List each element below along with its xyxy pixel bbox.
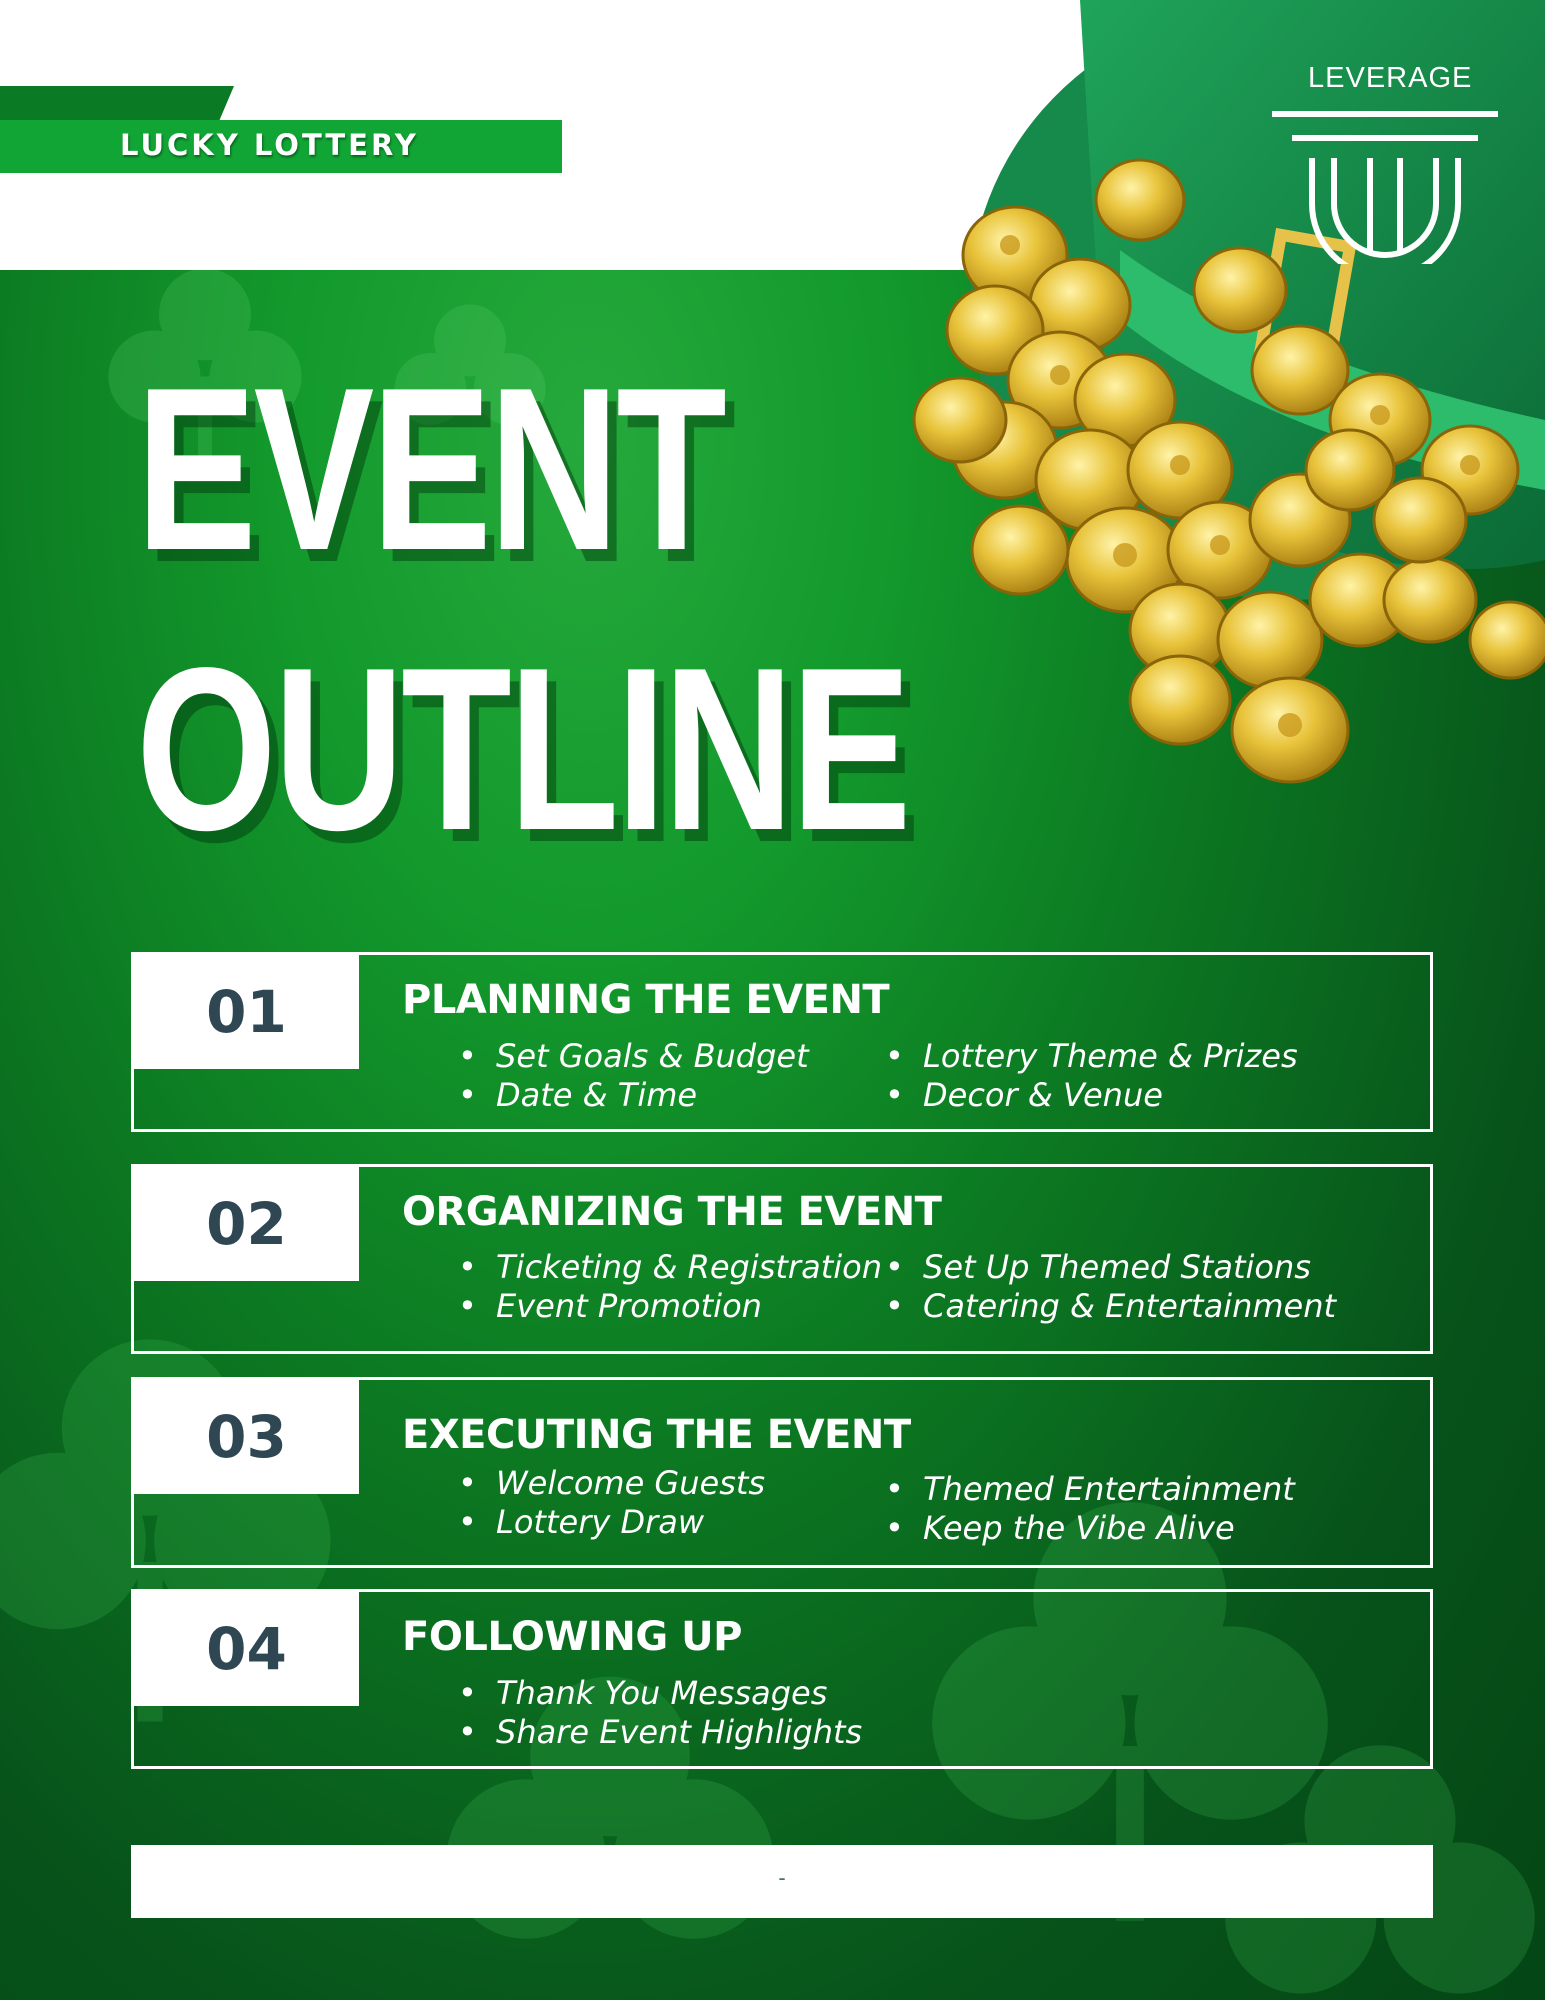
logo-text: LEVERAGE	[1308, 62, 1473, 94]
list-item: • Event Promotion	[496, 1287, 762, 1325]
section-following-up	[131, 1589, 1433, 1769]
list-item: • Ticketing & Registration	[496, 1248, 882, 1286]
list-item: • Set Goals & Budget	[496, 1037, 809, 1075]
section-number: 02	[134, 1167, 359, 1281]
list-item: • Themed Entertainment	[923, 1470, 1295, 1508]
list-item: • Decor & Venue	[923, 1076, 1163, 1114]
leverage-logo-icon	[1272, 104, 1498, 264]
list-item: • Catering & Entertainment	[923, 1287, 1336, 1325]
list-item: • Lottery Theme & Prizes	[923, 1037, 1298, 1075]
list-item: • Set Up Themed Stations	[923, 1248, 1311, 1286]
list-item: • Welcome Guests	[496, 1464, 765, 1502]
footer-bar	[131, 1845, 1433, 1918]
list-item: • Date & Time	[496, 1076, 697, 1114]
page-title-line-1: EVENT	[136, 340, 724, 599]
section-title: FOLLOWING UP	[402, 1614, 742, 1660]
section-executing	[131, 1377, 1433, 1568]
list-item: • Keep the Vibe Alive	[923, 1509, 1235, 1547]
list-item: • Share Event Highlights	[496, 1713, 862, 1751]
section-number: 03	[134, 1380, 359, 1494]
section-title: EXECUTING THE EVENT	[402, 1412, 911, 1458]
tag-label: LUCKY LOTTERY	[120, 128, 419, 162]
section-organizing	[131, 1164, 1433, 1354]
footer-text: -	[778, 1865, 786, 1890]
list-item: • Thank You Messages	[496, 1674, 827, 1712]
section-title: ORGANIZING THE EVENT	[402, 1189, 942, 1235]
section-number: 04	[134, 1592, 359, 1706]
section-number: 01	[134, 955, 359, 1069]
section-planning	[131, 952, 1433, 1132]
page-title-line-2: OUTLINE	[136, 620, 909, 879]
list-item: • Lottery Draw	[496, 1503, 704, 1541]
section-title: PLANNING THE EVENT	[402, 977, 890, 1023]
